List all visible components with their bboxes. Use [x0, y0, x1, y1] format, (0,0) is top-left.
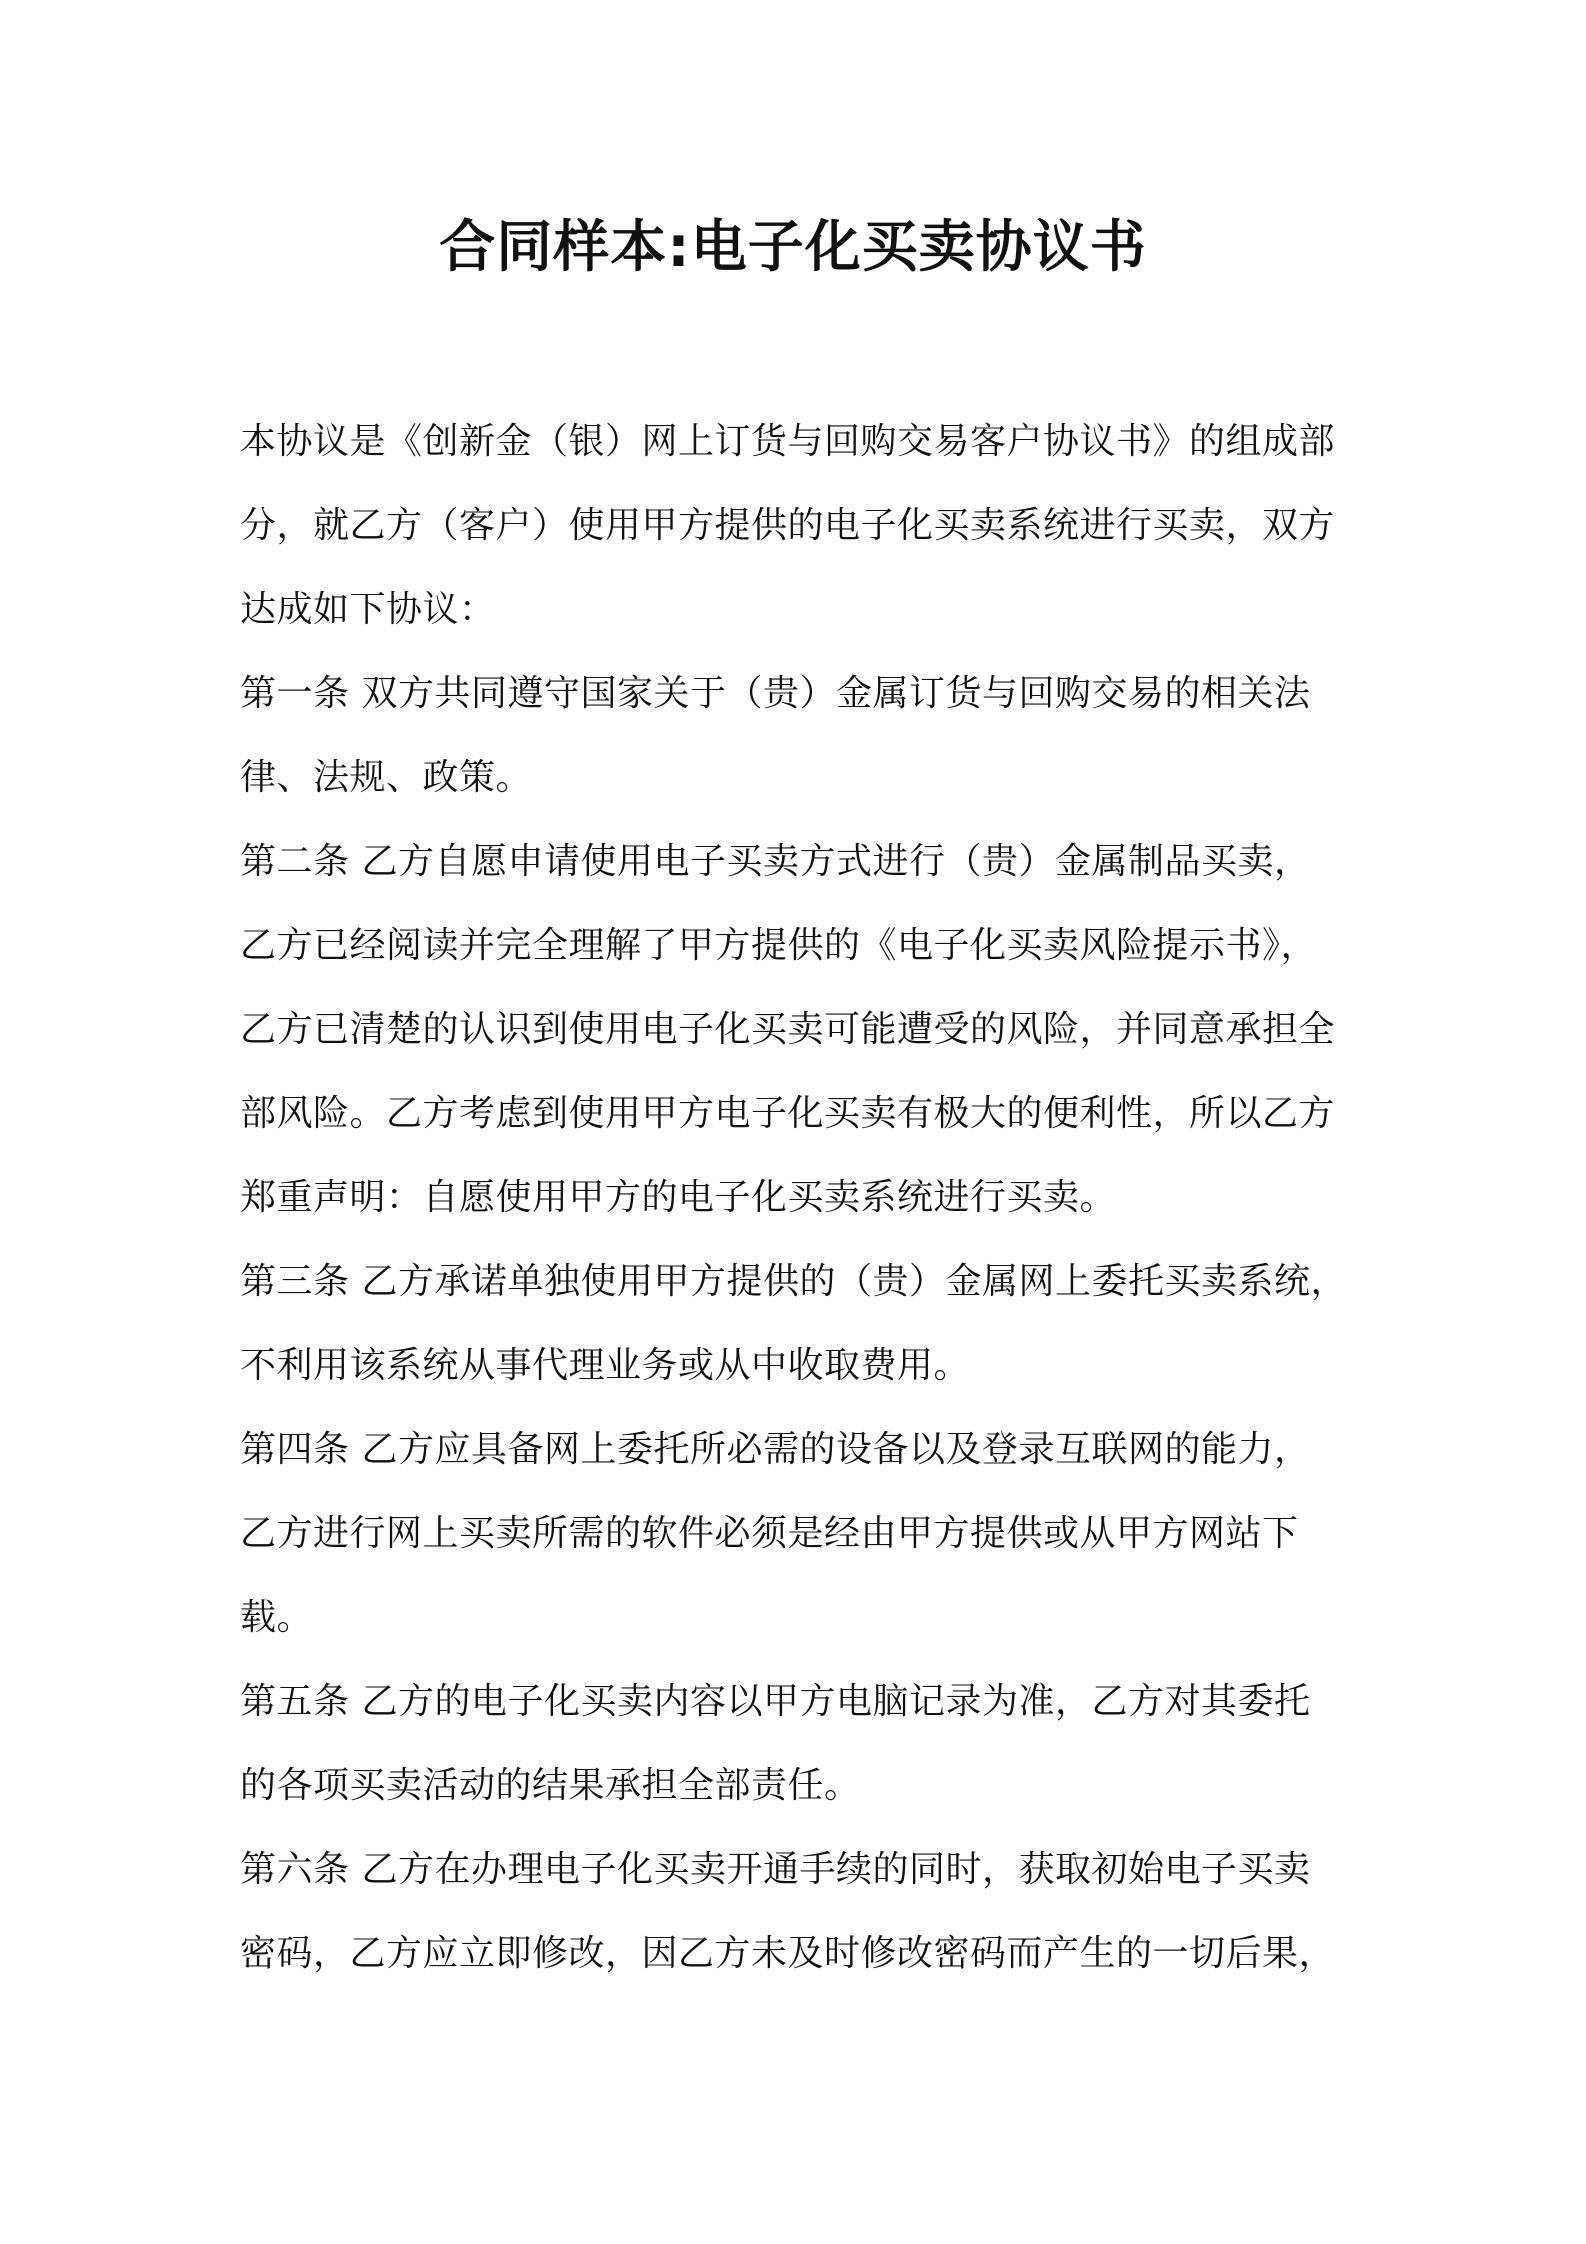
clause-3-line: 第三条 乙方承诺单独使用甲方提供的（贵）金属网上委托买卖系统， [240, 1261, 1347, 1302]
text-line: 乙方已经阅读并完全理解了甲方提供的《电子化买卖风险提示书》， [240, 925, 1318, 966]
clause-5-line: 第五条 乙方的电子化买卖内容以甲方电脑记录为准，乙方对其委托 [240, 1681, 1311, 1722]
clause-6-line: 第六条 乙方在办理电子化买卖开通手续的同时，获取初始电子买卖 [240, 1849, 1311, 1890]
clause-4-line: 第四条 乙方应具备网上委托所必需的设备以及登录互联网的能力， [240, 1429, 1311, 1470]
text-line: 分，就乙方（客户）使用甲方提供的电子化买卖系统进行买卖，双方 [240, 505, 1336, 546]
text-line: 密码，乙方应立即修改，因乙方未及时修改密码而产生的一切后果， [240, 1933, 1336, 1974]
text-line: 乙方已清楚的认识到使用电子化买卖可能遭受的风险，并同意承担全 [240, 1009, 1336, 1050]
text-line: 的各项买卖活动的结果承担全部责任。 [240, 1765, 861, 1806]
document-title: 合同样本:电子化买卖协议书 [439, 215, 1147, 280]
clause-2-line: 第二条 乙方自愿申请使用电子买卖方式进行（贵）金属制品买卖， [240, 841, 1311, 882]
text-line: 律、法规、政策。 [240, 757, 533, 798]
clause-1-line: 第一条 双方共同遵守国家关于（贵）金属订货与回购交易的相关法 [240, 673, 1311, 714]
document-body [240, 400, 1350, 1996]
text-line: 乙方进行网上买卖所需的软件必须是经由甲方提供或从甲方网站下 [240, 1513, 1299, 1554]
text-line: 不利用该系统从事代理业务或从中收取费用。 [240, 1345, 971, 1386]
text-line: 郑重声明：自愿使用甲方的电子化买卖系统进行买卖。 [240, 1177, 1117, 1218]
text-line: 达成如下协议： [240, 589, 496, 630]
text-line: 部风险。乙方考虑到使用甲方电子化买卖有极大的便利性，所以乙方 [240, 1093, 1336, 1134]
text-line: 载。 [240, 1597, 314, 1638]
text-line: 本协议是《创新金（银）网上订货与回购交易客户协议书》的组成部 [240, 421, 1336, 462]
